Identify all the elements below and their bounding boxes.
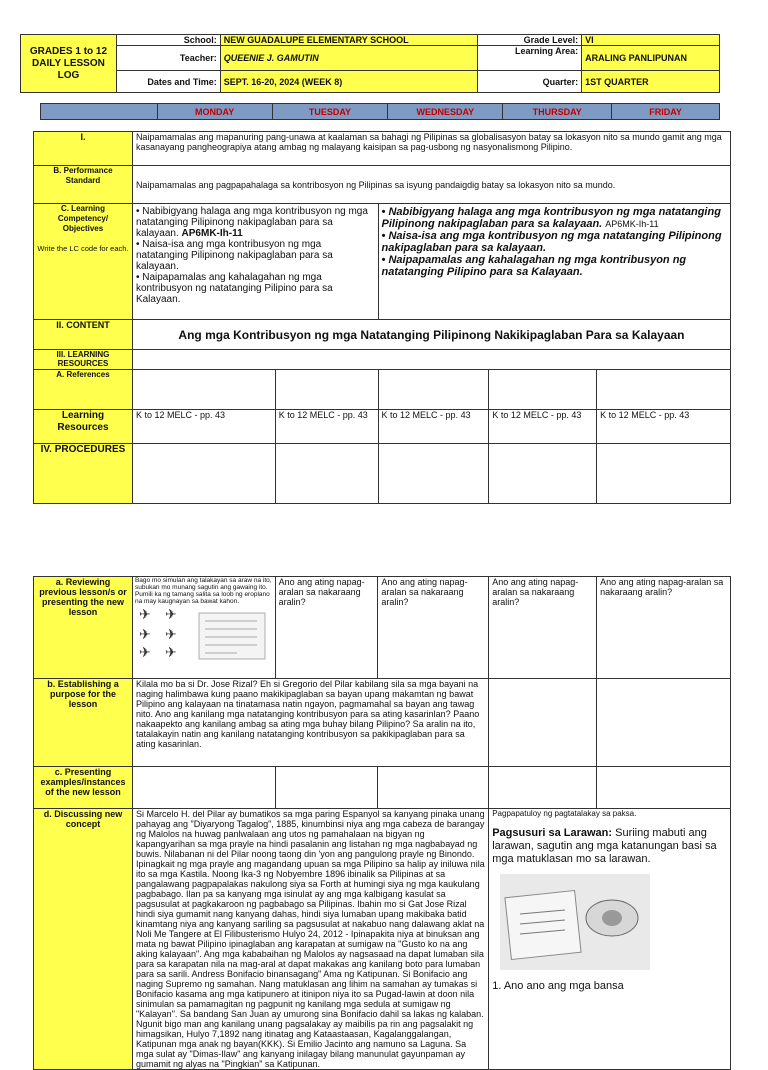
worksheet-figure	[197, 611, 267, 661]
presenting-mon	[132, 767, 275, 809]
lr-tue: K to 12 MELC - pp. 43	[275, 410, 378, 444]
competency-right-item: • Nabibigyang halaga ang mga kontribusyon ng mga natatanging Pilipinong nakipaglaban para sa kalayaan. AP6MK-Ih-11	[381, 206, 721, 230]
competency-label: C. Learning Competency/ Objectives	[57, 204, 109, 233]
discussing-label: d. Discussing new concept	[34, 809, 133, 1070]
grade-label: Grade Level:	[478, 35, 582, 46]
competency-right-item: • Naipapamalas ang kahalagahan ng mga kontribusyon ng natatanging Pilipino para sa Kalayaan.	[381, 254, 687, 278]
objective-i-label: I.	[34, 132, 133, 166]
days-blank	[41, 104, 158, 120]
reviewing-wed: Ano ang ating napag-aralan sa nakaraang aralin?	[378, 577, 489, 679]
performance-standard-text: Naipamamalas ang pagpapahalaga sa kontribosyon ng Pilipinas sa isyung pandaigdig batay sa lokasyon nito sa mundo.	[132, 166, 730, 204]
objectives-table	[33, 131, 731, 504]
airplane-icon: ✈	[138, 626, 151, 642]
reviewing-mon	[132, 577, 275, 679]
school-value: NEW GUADALUPE ELEMENTARY SCHOOL	[220, 35, 478, 46]
header-table	[20, 34, 720, 93]
days-bar	[40, 103, 720, 120]
presenting-thu	[489, 767, 597, 809]
question-1: 1. Ano ano ang mga bansa	[492, 980, 624, 992]
lc-code: AP6MK-Ih-11	[181, 228, 243, 239]
content-title: Ang mga Kontribusyon ng mga Natatanging Pilipinong Nakikipaglaban Para sa Kalayaan	[132, 320, 730, 350]
purpose-text: Kilala mo ba si Dr. Jose Rizal? Eh si Gregorio del Pilar kabilang sila sa mga bayani na naging halimbawa kung paano makikipaglaban sa bayan upang makamtan ng bawat Pilipino ang kalayaan na tinatamasa natin ngayon, pagmamahal sa bayan ang tawag nito. Ano ang kanilang mga natatanging kontribusyon para sa ating kasarinlan? Paano nakaapekto ang kanilang ambag sa ating mga buhay bilang Pilipino? Sa aralin na ito, tatalakayin natin ang kanilang natatanging kontribusyon sa pakikipaglaban para sa ating kasarinlan.	[132, 679, 488, 767]
purpose-label: b. Establishing a purpose for the lesson	[34, 679, 133, 767]
competency-left-item: • Naipapamalas ang kahalagahan ng mga kontribusyon ng natatanging Pilipino para sa Kalayaan.	[135, 272, 333, 305]
competency-right	[378, 204, 730, 320]
discussing-intro: Pagpapatuloy ng pagtatalakay sa paksa.	[492, 809, 637, 818]
lr-fri: K to 12 MELC - pp. 43	[597, 410, 731, 444]
lr-wed: K to 12 MELC - pp. 43	[378, 410, 489, 444]
references-fri	[597, 370, 731, 410]
learning-resources-label: Learning Resources	[34, 410, 133, 444]
quarter-value: 1ST QUARTER	[582, 71, 720, 93]
references-label: A. References	[34, 370, 133, 410]
references-thu	[489, 370, 597, 410]
reviewing-thu: Ano ang ating napag-aralan sa nakaraang aralin?	[489, 577, 597, 679]
lr-mon: K to 12 MELC - pp. 43	[132, 410, 275, 444]
airplane-icon: ✈	[164, 626, 177, 642]
teacher-label: Teacher:	[116, 46, 220, 71]
picture-analysis-instructions: Suriing mabuti ang larawan, sagutin ang mga katanungan basi sa mga matuklasan mo sa larawan.	[492, 827, 717, 865]
lr-thu: K to 12 MELC - pp. 43	[489, 410, 597, 444]
dates-value: SEPT. 16-20, 2024 (WEEK 8)	[220, 71, 478, 93]
discussing-text: Si Marcelo H. del Pilar ay bumatikos sa mga paring Espanyol sa kanyang pinaka unang pahayag ang "Diyaryong Tagalog", 1885, kinumbinsi niya ang mga cabeza de barangay ng Malolos na huwag panlwalaan ang utos ng pamahalaan na bigyan ng kapangyarihan sa mga prayle na hindi pasalanin ang listahan ng mga nagbabayad ng buwis. Nilabanan ni del Pilar noong taong din 'yon ang pangulong prayle ng Binondo. Ipinagkait ng mga prayle ang magandang upuan sa mga Pilipino sa halip ay iniluwa nila ito sa mga Kastila. Noong Ika-3 ng Nobyembre 1896 ibinalik sa Pilipinas at sa pangalawang pagpapalakas nakulong siya sa Forth at humingi siya ng mga kaukulang pagbabago. Ilan pa sa kanyang mga isinulat ay ang mga kalbigang kasulat sa pagsusulat at pagkakaroon ng pagbabago sa Pilipinas. Ibahin mo si Gat Jose Rizal hindi siya gumamit nang kanyang dahas, hindi siya lumaban upang makibaka batid kinamtang niya ang kanyang sariling sa pagsusulat at nakabuo nang dalawang aklat na Noli Me Tangere at El Filibusterismo Hulyo 24, 2012 - Ipinapakita niya at binuksan ang mata ng bawat Pilipino ipinaglaban ang karapatan at sumigaw na "Gusto ko na ang aking kalayaan". Ang mga kababaihan ng Malolos ay nagsasaad na dapat lumaban sila para sa karapatan nila na mag-aral at dapat makakas ang kanilang boto para lumaban para sa sarili. Andress Bonifacio binansagang" Ama ng Katipunan. Si Bonifacio ang naging Supremo ng samahan. Nang matuklasan ang lihim na samahan ay tumakas si Bonifacio kasama ang mga katipunero at itinipon niya ito sa Pugad-lawin at doon nila sinimulan sa pamamagitan ng pagpunit ng kanilang mga sedula at sumigaw ng "Kalayan". Sa bandang San Juan ay umurong sina Bonifacio dahil sa lakas ng kalaban. Ngunit bigo man ang kanilang unang pagsalakay ay maibilis pa rin ang pagsalakit ng himagsikan, Hulyo 7,1892 nang itinatag ang Kataastaasan, Kagalanggalangan, Katipunan mga anak ng bayan(KKK). Si Emilio Jacinto ang namuno sa Laguna. Sa mga sulat ay "Dimas-Ilaw" ang kanyang inilagay bilang manunulat gayunpaman ay gumamit ng alyas na "Pingkian" sa Katipunan.	[132, 809, 488, 1070]
dates-label: Dates and Time:	[116, 71, 220, 93]
references-tue	[275, 370, 378, 410]
discussing-right	[489, 809, 731, 1070]
competency-label-cell	[34, 204, 133, 320]
competency-left	[132, 204, 378, 320]
day-tuesday: TUESDAY	[272, 104, 388, 120]
teacher-value: QUEENIE J. GAMUTIN	[220, 46, 478, 71]
presenting-fri	[597, 767, 731, 809]
objective-i-text: Naipamamalas ang mapanuring pang-unawa at kaalaman sa bahagi ng Pilipinas sa globalisasyon batay sa lokasyon nito sa mundo gamit ang mga kasanayang pangheograpiya atang ambag ng malayang kaisipan sa pag-usbong ng nasyonalismong Pilipino.	[132, 132, 730, 166]
resources-label: III. LEARNING RESOURCES	[34, 350, 133, 370]
performance-standard-label: B. Performance Standard	[34, 166, 133, 204]
resources-blank	[132, 350, 730, 370]
lesson-picture	[500, 874, 650, 970]
purpose-thu	[489, 679, 597, 767]
day-wednesday: WEDNESDAY	[388, 104, 503, 120]
reviewing-mon-text: Bago mo simulan ang talakayan sa araw na ito, subukan mo munang sagutin ang gawaing ito. Pumili ka ng tamang salita sa loob ng eroplano na may kaugnayan sa bawat kahon.	[134, 577, 272, 605]
competency-left-item: • Naisa-isa ang mga kontribusyon ng mga natatanging Pilipinong nakipaglaban para sa kalayaan.	[135, 239, 333, 272]
picture-analysis-heading: Pagsusuri sa Larawan:	[492, 827, 613, 839]
presenting-tue	[275, 767, 378, 809]
competency-left-item: • Nabibigyang halaga ang mga kontribusyon ng mga natatanging Pilipinong nakipaglaban para sa kalayaan. AP6MK-Ih-11	[135, 206, 368, 239]
reviewing-label: a. Reviewing previous lesson/s or presenting the new lesson	[34, 577, 133, 679]
grade-value: VI	[582, 35, 720, 46]
airplane-icon: ✈	[138, 644, 151, 660]
quarter-label: Quarter:	[478, 71, 582, 93]
airplane-icon: ✈	[164, 606, 177, 622]
day-thursday: THURSDAY	[503, 104, 612, 120]
airplane-icon: ✈	[164, 644, 177, 660]
airplane-icon: ✈	[138, 606, 151, 622]
proc-wed	[378, 444, 489, 504]
day-friday: FRIDAY	[612, 104, 720, 120]
area-label: Learning Area:	[478, 46, 582, 71]
proc-mon	[132, 444, 275, 504]
competency-note: Write the LC code for each.	[37, 244, 129, 253]
reviewing-fri: Ano ang ating napag-aralan sa nakaraang aralin?	[597, 577, 731, 679]
purpose-fri	[597, 679, 731, 767]
procedures-label: IV. PROCEDURES	[34, 444, 133, 504]
content-label: II. CONTENT	[34, 320, 133, 350]
proc-fri	[597, 444, 731, 504]
proc-tue	[275, 444, 378, 504]
picture-analysis-text	[492, 827, 727, 866]
school-label: School:	[116, 35, 220, 46]
presenting-wed	[378, 767, 489, 809]
airplane-activity-image	[135, 607, 273, 665]
area-value: ARALING PANLIPUNAN	[582, 46, 720, 71]
competency-right-item: • Naisa-isa ang mga kontribusyon ng mga natatanging Pilipinong nakipaglaban para sa kalayaan.	[381, 230, 722, 254]
procedures-table	[33, 576, 731, 1070]
proc-thu	[489, 444, 597, 504]
day-monday: MONDAY	[157, 104, 272, 120]
references-mon	[132, 370, 275, 410]
reviewing-tue: Ano ang ating napag-aralan sa nakaraang aralin?	[275, 577, 378, 679]
presenting-label: c. Presenting examples/instances of the new lesson	[34, 767, 133, 809]
grades-label: GRADES 1 to 12 DAILY LESSON LOG	[21, 35, 117, 93]
references-wed	[378, 370, 489, 410]
lc-code-right: AP6MK-Ih-11	[605, 219, 659, 229]
